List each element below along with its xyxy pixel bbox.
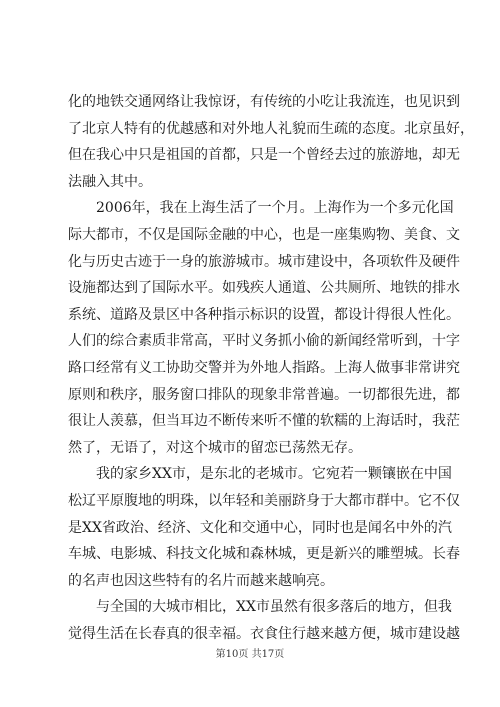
text-line: 法融入其中。 (68, 173, 152, 190)
text-line: 是XX省政治、经济、文化和交通中心，同时也是闻名中外的汽 (68, 519, 452, 536)
text-line: 的名声也因这些特有的名片而越来越响亮。 (68, 572, 334, 589)
text-line: 松辽平原腹地的明珠，以年轻和美丽跻身于大都市群中。它不仅 (68, 492, 460, 509)
text-line: 化与历史古迹于一身的旅游城市。城市建设中，各项软件及硬件 (68, 253, 460, 270)
text-line: 2006年，我在上海生活了一个月。上海作为一个多元化国 (68, 200, 454, 217)
text-line: 但在我心中只是祖国的首都，只是一个曾经去过的旅游地，却无 (68, 147, 460, 164)
text-line: 路口经常有义工协助交警并为外地人指路。上海人做事非常讲究 (68, 359, 460, 376)
text-line: 然了，无语了，对这个城市的留恋已荡然无存。 (68, 439, 362, 456)
body-text (68, 89, 474, 647)
text-line: 化的地铁交通网络让我惊讶，有传统的小吃让我流连，也见识到 (68, 94, 460, 110)
text-line: 觉得生活在长春真的很幸福。衣食住行越来越方便，城市建设越 (68, 625, 460, 642)
text-line: 与全国的大城市相比，XX市虽然有很多落后的地方，但我 (68, 599, 452, 616)
text-line: 设施都达到了国际水平。如残疾人通道、公共厕所、地铁的排水 (68, 280, 460, 297)
text-line: 人们的综合素质非常高，平时义务抓小偷的新闻经常听到，十字 (68, 333, 460, 350)
text-line: 际大都市，不仅是国际金融的中心，也是一座集购物、美食、文 (68, 226, 460, 243)
text-line: 系统、道路及景区中各种指示标识的设置，都设计得很人性化。 (68, 306, 460, 323)
text-line: 了北京人特有的优越感和对外地人礼貌而生疏的态度。北京虽好， (68, 120, 474, 137)
text-line: 车城、电影城、科技文化城和森林城，更是新兴的雕塑城。长春 (68, 546, 460, 563)
text-line: 我的家乡XX市，是东北的老城市。它宛若一颗镶嵌在中国 (68, 466, 452, 483)
page-footer: 第10页 共17页 (215, 649, 285, 660)
text-line: 很让人羡慕，但当耳边不断传来听不懂的软糯的上海话时，我茫 (68, 413, 460, 430)
text-line: 原则和秩序，服务窗口排队的现象非常普遍。一切都很先进，都 (68, 386, 460, 403)
